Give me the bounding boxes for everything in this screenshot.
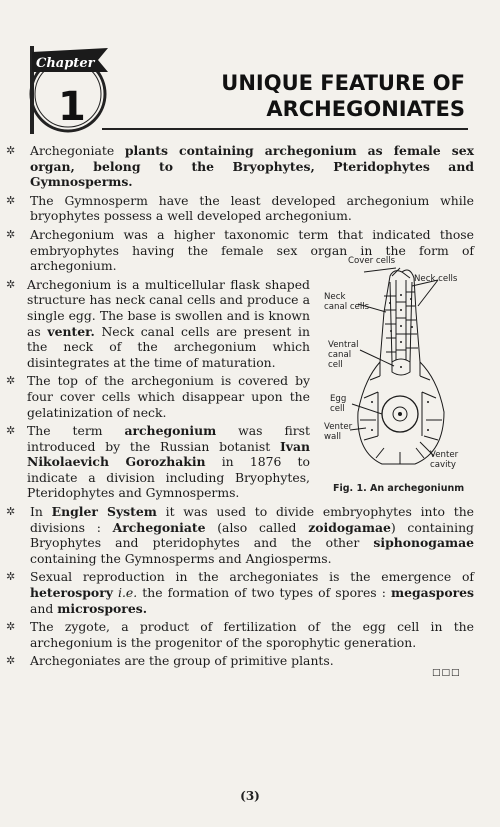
label-neck-cells: Neck cells: [414, 274, 458, 284]
asterisk-icon: ✲: [6, 654, 16, 668]
page-number: (3): [240, 789, 260, 803]
asterisk-icon: ✲: [6, 620, 16, 634]
text: Neck canal cells are present in the neck of the archegonium which disintegrates at the time of maturation.: [27, 323, 310, 370]
text: in 1876 to indicate a division including Bryophytes, Pteridophytes and Gymnosperms.: [27, 454, 310, 501]
chapter-title-line2: ARCHEGONIATES: [266, 97, 465, 121]
label-venter-wall: Venter wall: [324, 422, 353, 442]
label-neck-canal-cells: Neck canal cells: [324, 292, 370, 312]
bullet-item: [0, 653, 500, 669]
text: The term: [27, 423, 125, 439]
asterisk-icon: ✲: [6, 277, 16, 291]
text: Archegonium is a multicellular flask shaped structure has neck canal cells and produce a single egg. The base is swollen and is known as: [27, 276, 310, 339]
bold-text: heterospory: [30, 585, 113, 601]
italic-text: i.e.: [118, 585, 138, 601]
text: The Gymnosperm have the least developed archegonium while bryophytes possess a well developed archegonium.: [30, 192, 474, 224]
text: The zygote, a product of fertilization of the egg cell in the archegonium is the progenitor of the sporophytic generation.: [30, 619, 474, 650]
chapter-title: [200, 70, 465, 122]
bullet-item: [0, 504, 500, 566]
bold-text: siphonogamae: [373, 535, 474, 551]
bold-text: venter.: [47, 323, 95, 339]
asterisk-icon: ✲: [6, 374, 16, 388]
label-egg-cell: Egg cell: [330, 394, 347, 414]
bold-text: Archegoniate: [112, 519, 206, 535]
text: it was used to divide embryophytes into the divisions :: [30, 504, 475, 535]
label-cover-cells: Cover cells: [348, 256, 396, 266]
text: ) containing Bryophytes and pteridophytes and the other: [30, 519, 474, 551]
bold-text: archegonium: [124, 423, 217, 439]
text: and: [30, 600, 58, 616]
bullet-item: [0, 619, 500, 650]
asterisk-icon: ✲: [6, 424, 16, 438]
bold-text: zoidogamae: [308, 519, 391, 535]
bullet-item: [0, 143, 500, 190]
chapter-title-line1: UNIQUE FEATURE OF: [221, 71, 465, 95]
bullet-item: [0, 193, 500, 224]
bold-text: Ivan Nikolaevich Gorozhakin: [27, 438, 310, 470]
chapter-number: 1: [58, 84, 86, 130]
text: Archegoniates are the group of primitive plants.: [30, 653, 334, 669]
chapter-flag-icon: [12, 38, 112, 138]
text: In: [30, 504, 52, 520]
figure-caption: Fig. 1. An archegoniunm: [333, 483, 465, 494]
text: Archegoniate: [30, 143, 125, 158]
asterisk-icon: ✲: [6, 144, 16, 157]
archegonium-figure: [320, 252, 470, 492]
chapter-label: Chapter: [36, 56, 95, 71]
text: Archegonium was a higher taxonomic term that indicated those embryophytes having the female sex organ in the form of archegonium.: [30, 226, 474, 274]
bold-text: microspores.: [57, 600, 148, 616]
text: containing the Gymnosperms and Angiosperms.: [30, 550, 332, 566]
bold-text: Engler System: [51, 504, 157, 520]
asterisk-icon: ✲: [6, 570, 16, 584]
chapter-badge: [12, 38, 112, 138]
text: was first introduced by the Russian botanist: [27, 423, 310, 454]
asterisk-icon: ✲: [6, 227, 16, 241]
asterisk-icon: ✲: [6, 193, 16, 207]
text: Sexual reproduction in the archegoniates is the emergence of: [30, 569, 474, 585]
end-mark: □□□: [432, 668, 461, 678]
text: the formation of two types of spores :: [137, 585, 392, 601]
asterisk-icon: ✲: [6, 505, 16, 519]
label-ventral-canal-cell: Ventral canal cell: [328, 340, 359, 370]
bullet-item: [0, 569, 500, 616]
label-venter-cavity: Venter cavity: [430, 450, 459, 470]
bold-text: megaspores: [391, 585, 474, 601]
bold-text: plants containing archegonium as female sex organ, belong to the Bryophytes, Pteridophytes and Gymnosperms.: [30, 143, 474, 190]
text: (also called: [205, 519, 309, 535]
title-underline: [102, 128, 468, 130]
text: The top of the archegonium is covered by four cover cells which disappear upon the gelatinization of neck.: [27, 373, 310, 420]
